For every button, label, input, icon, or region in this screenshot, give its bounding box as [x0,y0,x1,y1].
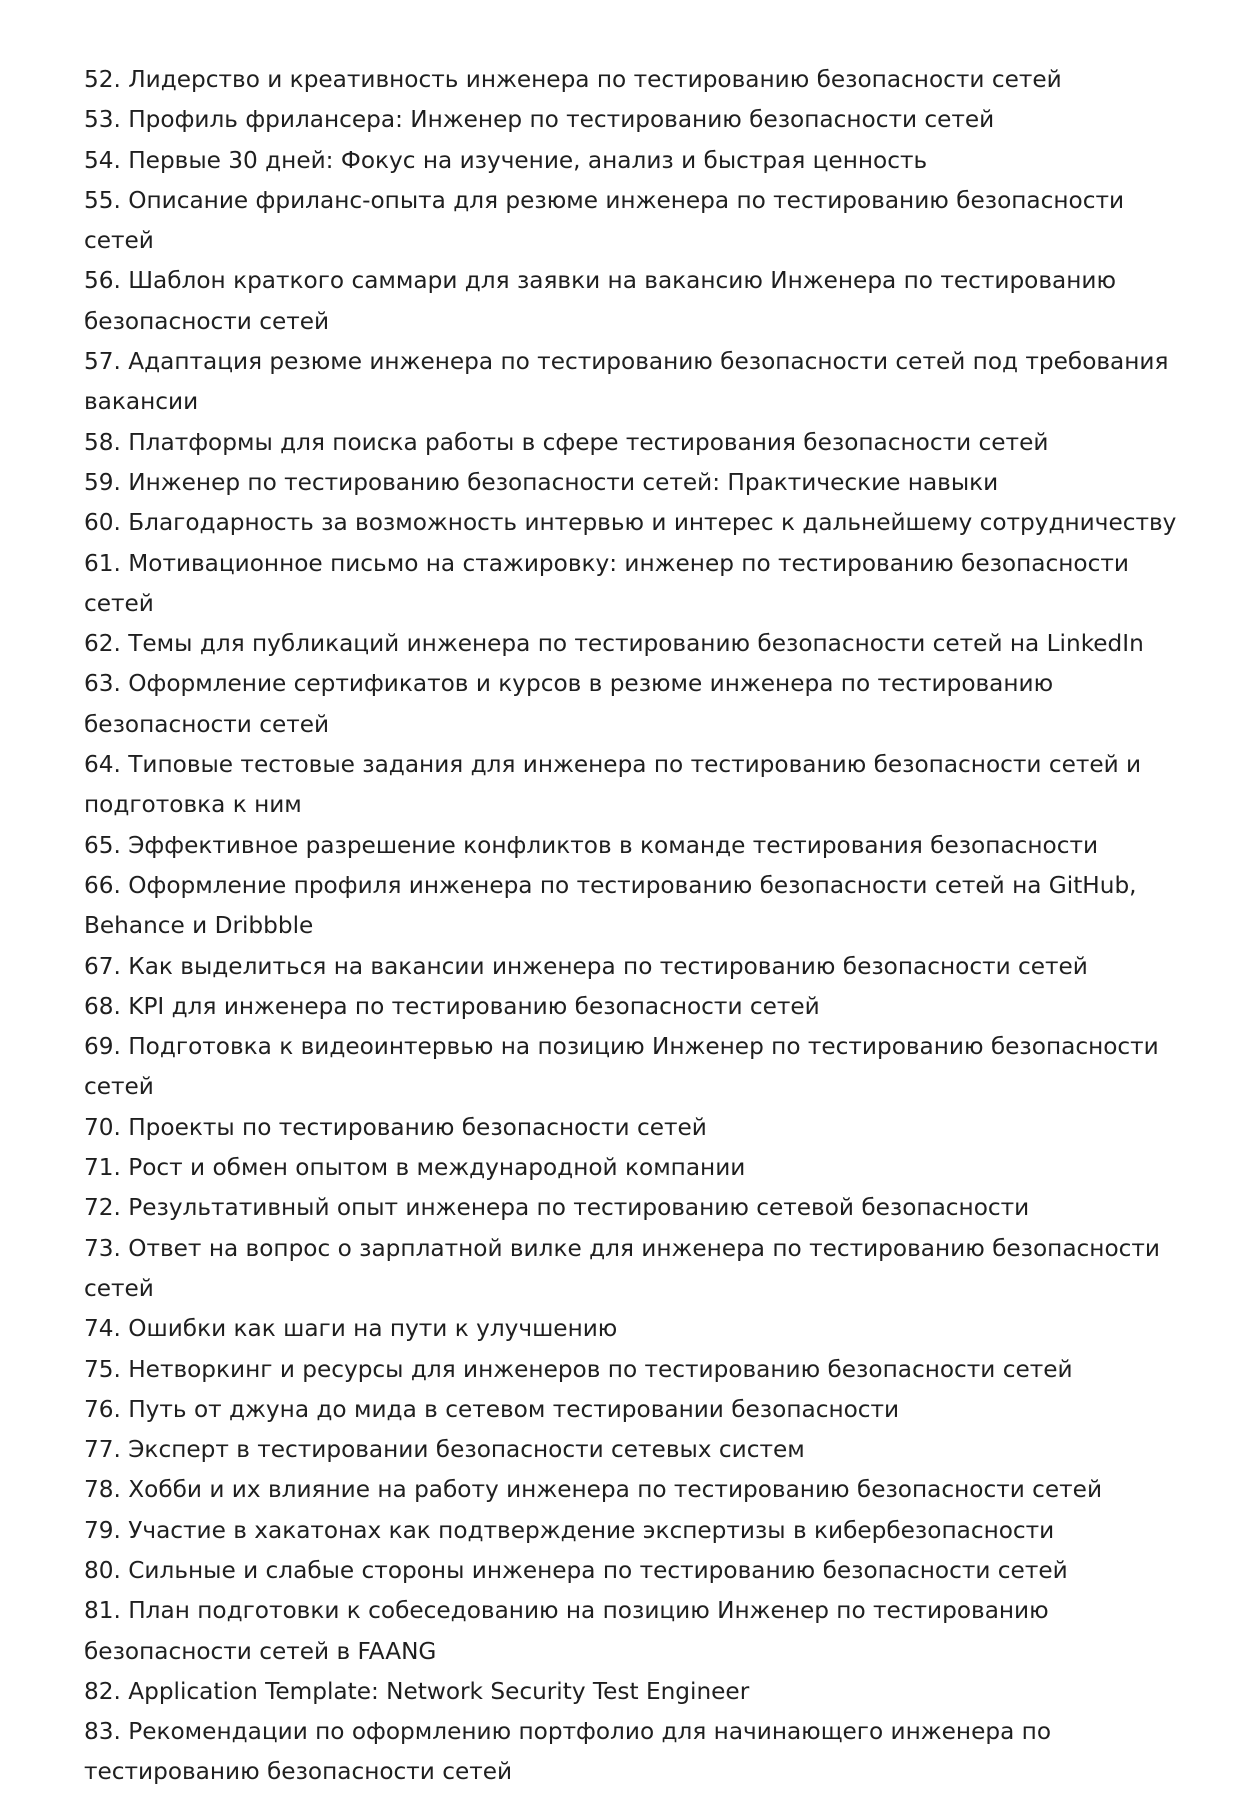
toc-item-66: 66. Оформление профиля инженера по тестированию безопасности сетей на GitHub, Behance и Dribbble [84,871,1137,940]
toc-item-60: 60. Благодарность за возможность интервью и интерес к дальнейшему сотрудничеству [84,509,1177,537]
toc-item-52: 52. Лидерство и креативность инженера по тестированию безопасности сетей [84,66,1062,93]
toc-item-59: 59. Инженер по тестированию безопасности сетей: Практические навыки [84,468,999,496]
toc-item-83: 83. Рекомендации по оформлению портфолио для начинающего инженера по тестированию безопасности сетей [84,1718,1052,1786]
toc-item-54: 54. Первые 30 дней: Фокус на изучение, анализ и быстрая ценность [84,146,928,174]
toc-item-80: 80. Сильные и слабые стороны инженера по тестированию безопасности сетей [84,1556,1068,1584]
toc-item-82: 82. Application Template: Network Security Test Engineer [84,1677,750,1705]
toc-item-57: 57. Адаптация резюме инженера по тестированию безопасности сетей под требования вакансии [84,348,1169,416]
toc-item-68: 68. KPI для инженера по тестированию безопасности сетей [84,992,820,1020]
toc-item-53: 53. Профиль фрилансера: Инженер по тестированию безопасности сетей [84,106,995,134]
toc-item-56: 56. Шаблон краткого саммари для заявки на вакансию Инженера по тестированию безопасности сетей [84,267,1116,335]
toc-item-74: 74. Ошибки как шаги на пути к улучшению [84,1315,618,1343]
toc-item-76: 76. Путь от джуна до мида в сетевом тестировании безопасности [84,1395,900,1423]
toc-item-72: 72. Результативный опыт инженера по тестированию сетевой безопасности [84,1194,1030,1222]
toc-item-61: 61. Мотивационное письмо на стажировку: инженер по тестированию безопасности сетей [84,549,1129,617]
toc-item-69: 69. Подготовка к видеоинтервью на позицию Инженер по тестированию безопасности сетей [84,1033,1159,1101]
toc-item-65: 65. Эффективное разрешение конфликтов в команде тестирования безопасности [84,831,1099,859]
toc-item-71: 71. Рост и обмен опытом в международной компании [84,1154,746,1182]
toc-item-75: 75. Нетворкинг и ресурсы для инженеров по тестированию безопасности сетей [84,1355,1073,1383]
toc-item-79: 79. Участие в хакатонах как подтверждение экспертизы в кибербезопасности [84,1516,1055,1544]
toc-item-81: 81. План подготовки к собеседованию на позицию Инженер по тестированию безопасности сетей в FAANG [84,1597,1049,1665]
toc-item-55: 55. Описание фриланс-опыта для резюме инженера по тестированию безопасности сетей [84,186,1125,255]
toc-item-64: 64. Типовые тестовые задания для инженера по тестированию безопасности сетей и подготовка к ним [84,751,1142,819]
toc-item-77: 77. Эксперт в тестировании безопасности сетевых систем [84,1436,805,1464]
toc-item-67: 67. Как выделиться на вакансии инженера по тестированию безопасности сетей [84,952,1088,980]
toc-item-78: 78. Хобби и их влияние на работу инженера по тестированию безопасности сетей [84,1476,1103,1504]
toc-item-63: 63. Оформление сертификатов и курсов в резюме инженера по тестированию безопасности сетей [84,670,1054,738]
toc-item-58: 58. Платформы для поиска работы в сфере тестирования безопасности сетей [84,428,1049,456]
toc-item-73: 73. Ответ на вопрос о зарплатной вилке для инженера по тестированию безопасности сетей [84,1234,1160,1302]
toc-list [84,60,1199,1793]
toc-item-62: 62. Темы для публикаций инженера по тестированию безопасности сетей на LinkedIn [84,630,1144,658]
toc-item-70: 70. Проекты по тестированию безопасности сетей [84,1113,707,1141]
